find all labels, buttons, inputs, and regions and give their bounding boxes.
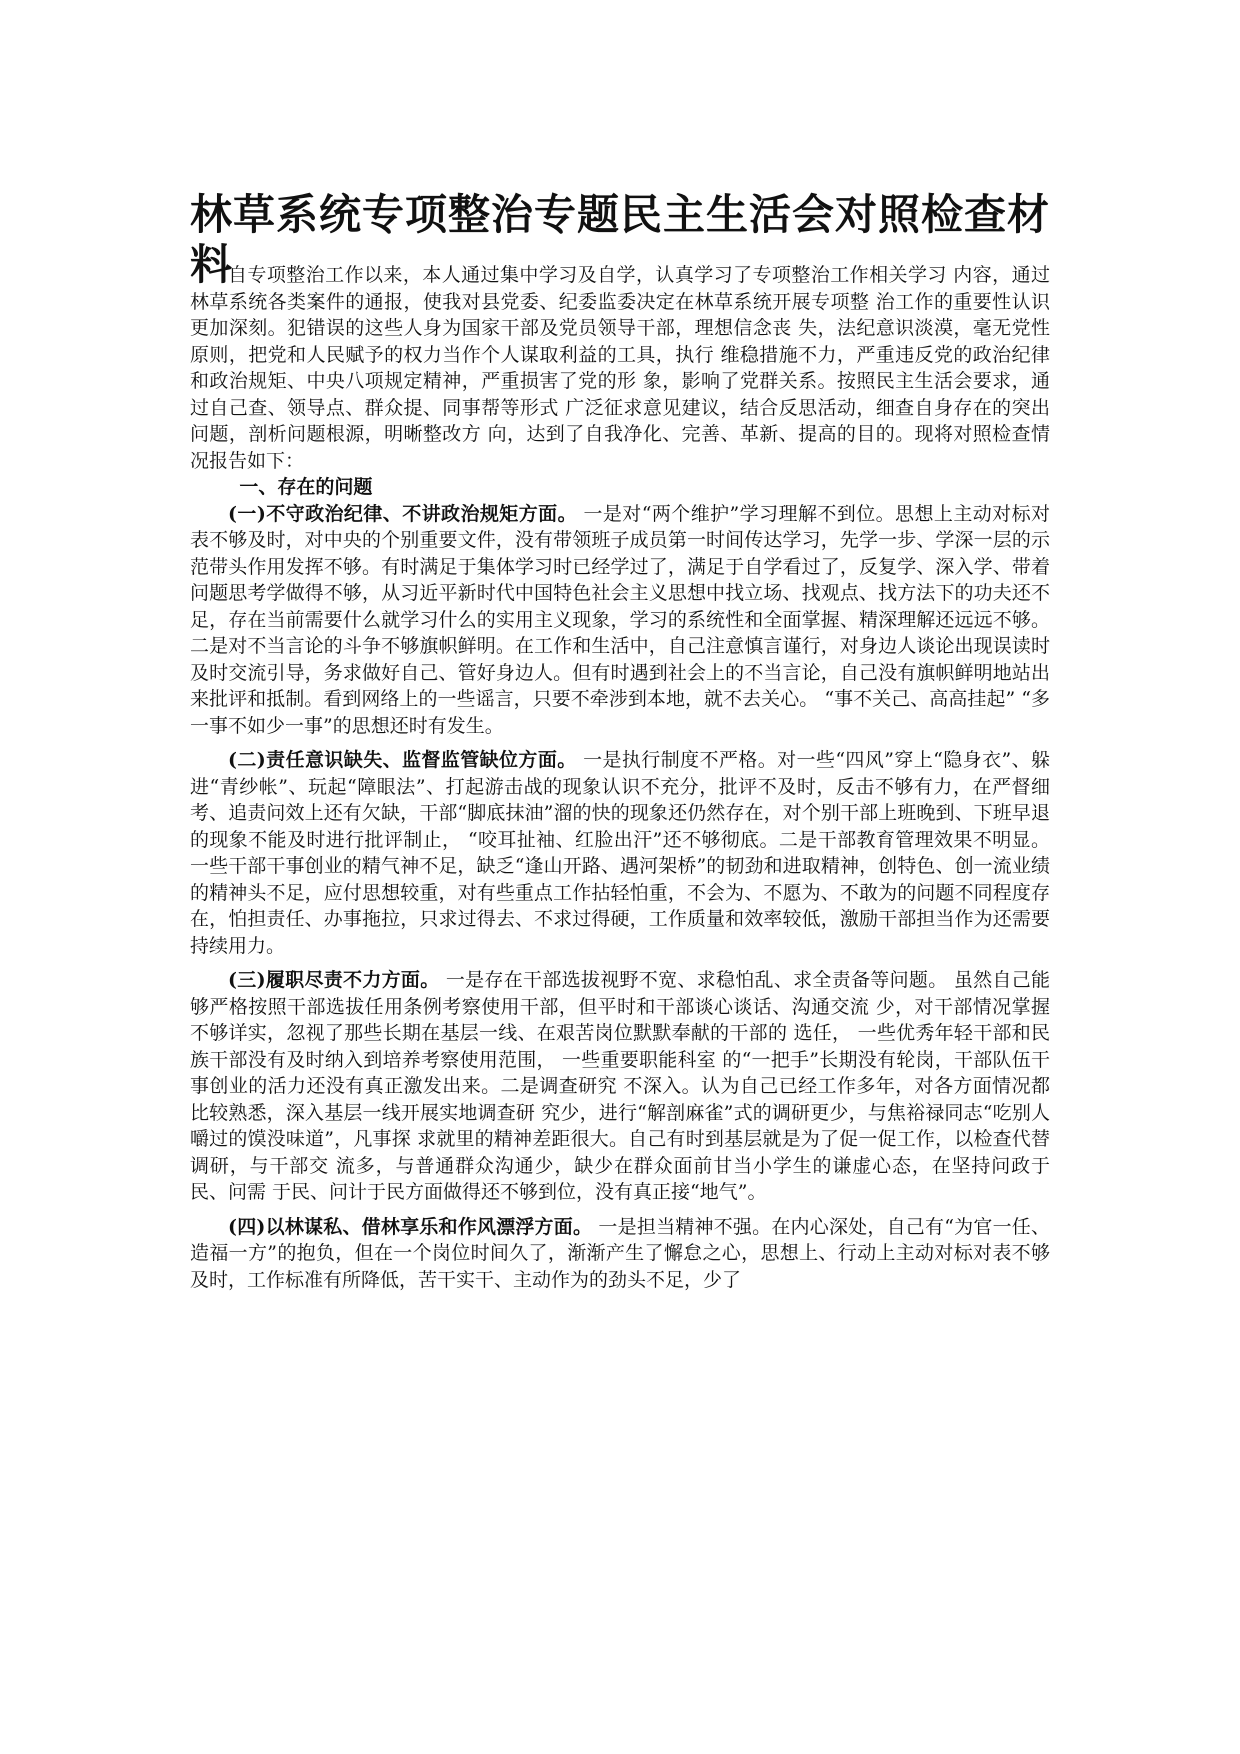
section-heading: 一、存在的问题 — [239, 476, 373, 498]
item-paragraph-3 — [190, 967, 1050, 1206]
item-paragraph-4 — [190, 1214, 1050, 1294]
item-text-3: 一是存在干部选拔视野不宽、求稳怕乱、求全责备等问题。 虽然自己能够严格按照干部选拔任用条例考察使用干部，但平时和干部谈心谈话、沟通交流 少，对干部情况掌握不够详实，忽视了那些长期在基层一线、在艰苦岗位默默奉献的干部的 选任， 一些优秀年轻干部和民族干部没有及时纳入到培养考察使用范围， 一些重要职能科室 的“一把手”长期没有轮岗，干部队伍干事创业的活力还没有真正激发出来。二是调查研究 不深入。认为自己已经工作多年，对各方面情况都比较熟悉，深入基层一线开展实地调查研 究少，进行“解剖麻雀”式的调研更少，与焦裕禄同志“吃别人嚼过的馍没味道”，凡事探 求就里的精神差距很大。自己有时到基层就是为了促一促工作，以检查代替调研，与干部交 流多，与普通群众沟通少，缺少在群众面前甘当小学生的谦虚心态，在坚持问政于民、问需 于民、问计于民方面做得还不够到位，没有真正接“地气”。 — [190, 969, 1050, 1203]
item-paragraph-1 — [190, 501, 1050, 740]
item-text-4: 一是担当精神不强。在内心深处，自己有“为官一任、造福一方”的抱负，但在一个岗位时间久了，渐渐产生了懈怠之心，思想上、行动上主动对标对表不够及时，工作标准有所降低，苦干实干、主动作为的劲头不足，少了 — [190, 1215, 1050, 1291]
item-paragraph-2 — [190, 747, 1050, 959]
item-heading-4: (四)以林谋私、借林享乐和作风漂浮方面。 — [228, 1215, 593, 1238]
document-body — [190, 262, 1050, 1293]
item-heading-3: (三)履职尽责不力方面。 — [228, 969, 440, 991]
document-title: 林草系统专项整治专题民主生活会对照检查材料 — [190, 190, 1051, 289]
item-text-2: 一是执行制度不严格。对一些“四风”穿上“隐身衣”、躲进“青纱帐”、玩起“障眼法”、打起游击战的现象认识不充分，批评不及时，反击不够有力，在严督细考、追责问效上还有欠缺，干部“脚底抹油”溜的快的现象还仍然存在，对个别干部上班晚到、下班早退的现象不能及时进行批评制止， “咬耳扯袖、红脸出汗”还不够彻底。二是干部教育管理效果不明显。 一些干部干事创业的精气神不足，缺乏“逢山开路、遇河架桥”的韧劲和进取精神，创特色、创一流业绩的精神头不足，应付思想较重，对有些重点工作拈轻怕重，不会为、不愿为、不敢为的问题不同程度存在，怕担责任、办事拖拉，只求过得去、不求过得硬，工作质量和效率较低，激励干部担当作为还需要持续用力。 — [190, 749, 1050, 957]
intro-paragraph: 自专项整治工作以来，本人通过集中学习及自学，认真学习了专项整治工作相关学习 内容，通过林草系统各类案件的通报，使我对县党委、纪委监委决定在林草系统开展专项整 治工作的重要性认识更加深刻。犯错误的这些人身为国家干部及党员领导干部，理想信念丧 失，法纪意识淡漠，毫无党性原则，把党和人民赋予的权力当作个人谋取利益的工具，执行 维稳措施不力，严重违反党的政治纪律和政治规矩、中央八项规定精神，严重损害了党的形 象，影响了党群关系。按照民主生活会要求，通过自己查、领导点、群众提、同事帮等形式 广泛征求意见建议，结合反思活动，细查自身存在的突出问题，剖析问题根源，明晰整改方 向，达到了自我净化、完善、革新、提高的目的。现将对照检查情况报告如下： — [190, 264, 1050, 472]
item-heading-1: (一)不守政治纪律、不讲政治规矩方面。 — [228, 502, 577, 525]
item-text-1: 一是对“两个维护”学习理解不到位。思想上主动对标对表不够及时，对中央的个别重要文件，没有带领班子成员第一时间传达学习，先学一步、学深一层的示范带头作用发挥不够。有时满足于集体学习时已经学过了，满足于自学看过了，反复学、深入学、带着问题思考学做得不够，从习近平新时代中国特色社会主义思想中找立场、找观点、找方法下的功夫还不足，存在当前需要什么就学习什么的实用主义现象，学习的系统性和全面掌握、精深理解还远远不够。二是对不当言论的斗争不够旗帜鲜明。在工作和生活中，自己注意慎言谨行，对身边人谈论出现误读时及时交流引导，务求做好自己、管好身边人。但有时遇到社会上的不当言论，自己没有旗帜鲜明地站出来批评和抵制。看到网络上的一些谣言，只要不牵涉到本地，就不去关心。 “事不关己、高高挂起” “多一事不如少一事”的思想还时有发生。 — [190, 502, 1051, 737]
item-heading-2: (二)责任意识缺失、监督监管缺位方面。 — [228, 749, 577, 771]
